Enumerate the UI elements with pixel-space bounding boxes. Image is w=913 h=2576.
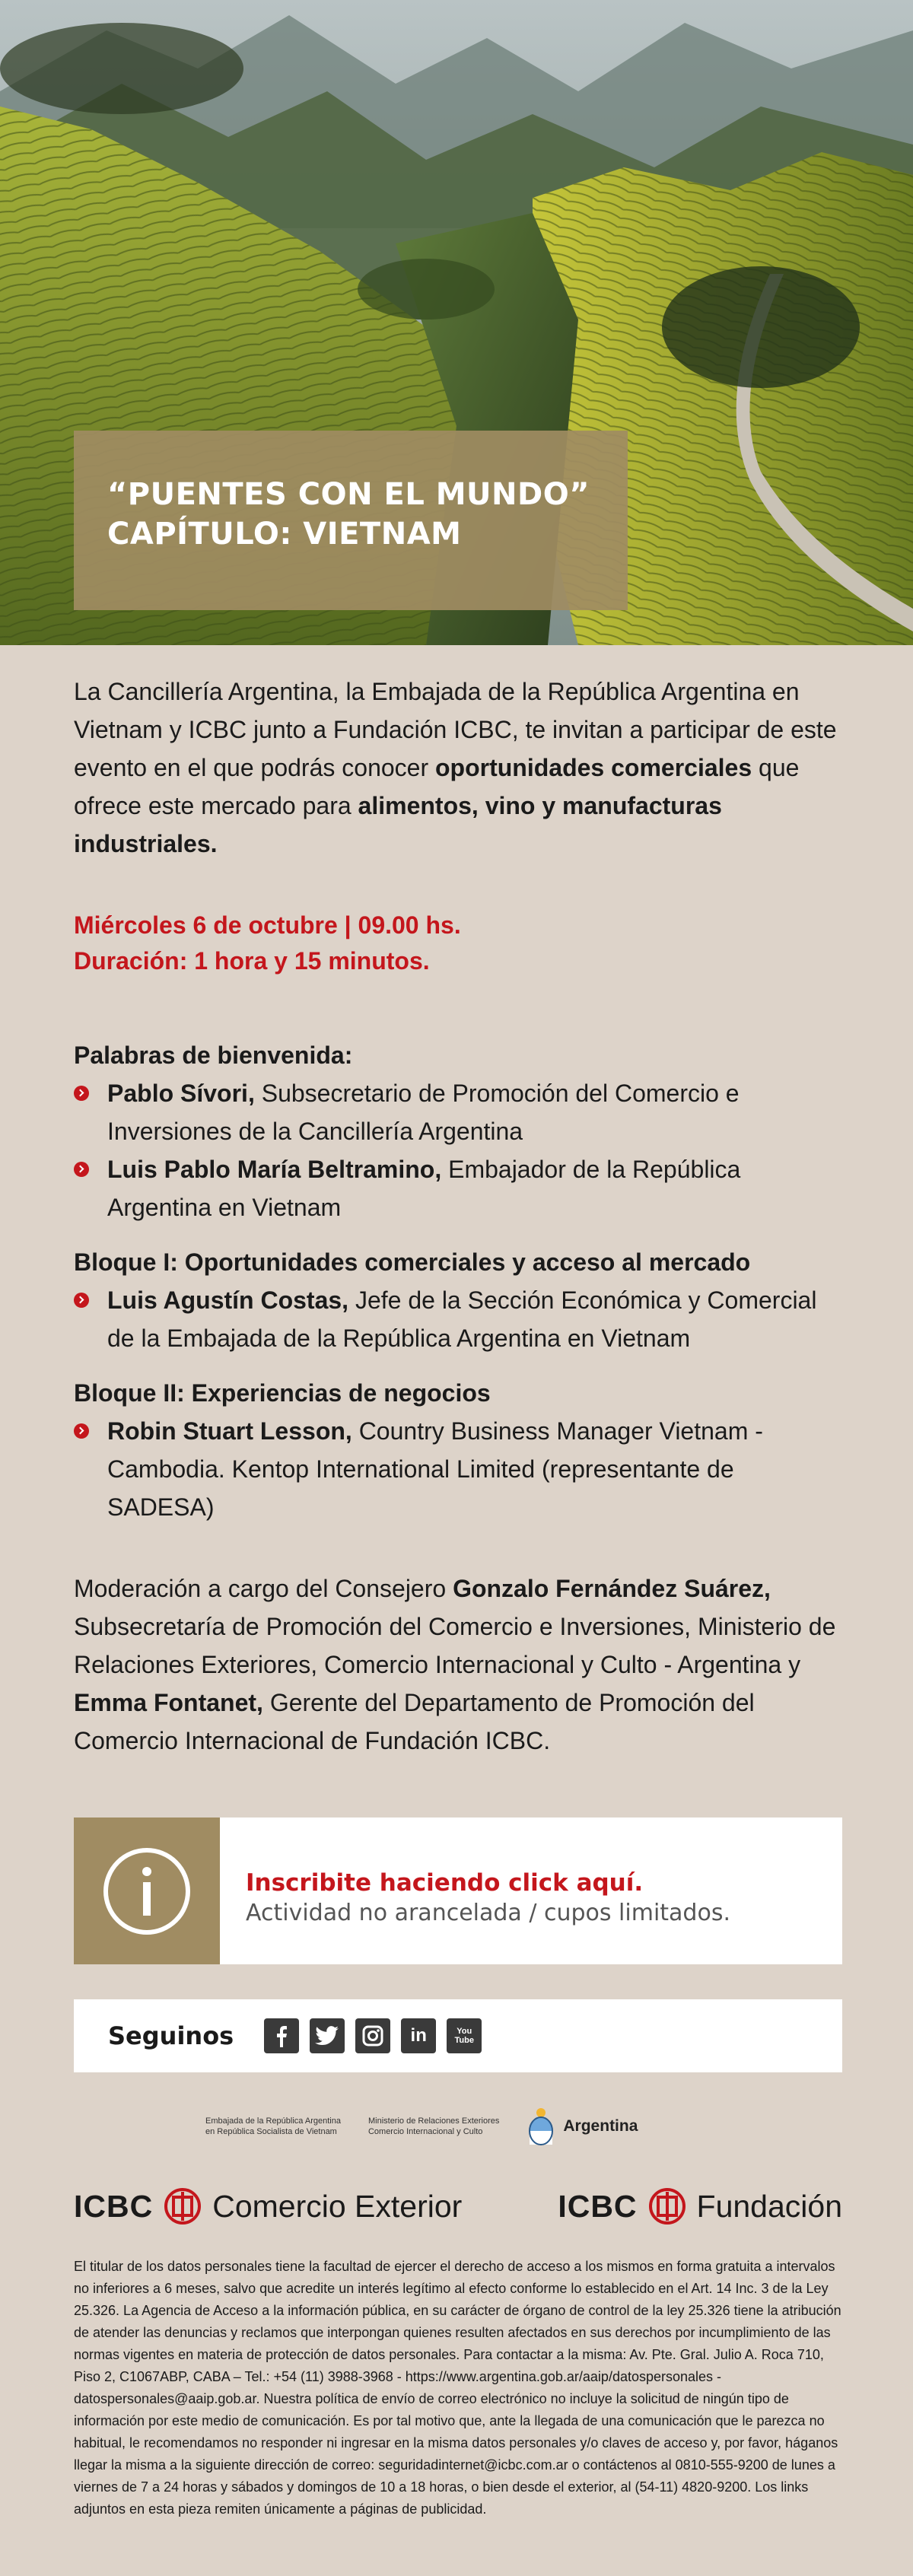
speaker-name: Luis Agustín Costas, — [107, 1286, 349, 1314]
bullet-arrow-icon — [74, 1423, 89, 1439]
list-item — [74, 1150, 842, 1226]
block1-speakers-list — [74, 1281, 842, 1357]
register-link[interactable]: Inscribite haciendo click aquí. — [246, 1869, 644, 1897]
list-item — [74, 1412, 842, 1526]
icbc-mark-icon — [164, 2187, 202, 2225]
linkedin-glyph: in — [410, 2025, 427, 2046]
speaker-name: Luis Pablo María Beltramino, — [107, 1156, 442, 1183]
hero-title-line1: “PUENTES CON EL MUNDO” — [107, 477, 590, 512]
intro-paragraph — [74, 673, 842, 863]
hero-title-box — [74, 431, 628, 610]
cta-text — [220, 1818, 730, 1964]
agenda-welcome-title: Palabras de bienvenida: — [74, 1042, 353, 1069]
argentina-coat-of-arms-icon — [526, 2107, 555, 2146]
icbc-comercio-exterior-logo — [74, 2187, 462, 2225]
youtube-glyph: You Tube — [454, 2027, 474, 2045]
event-date: Miércoles 6 de octubre | 09.00 hs. — [74, 911, 461, 939]
cta-icon-box — [74, 1818, 220, 1964]
icbc-left-label: Comercio Exterior — [212, 2188, 463, 2224]
embassy-line: Embajada de la República Argentina — [205, 2116, 341, 2126]
moderator-name: Gonzalo Fernández Suárez, — [453, 1575, 771, 1602]
ministry-logo-text — [368, 2116, 499, 2137]
youtube-icon[interactable] — [447, 2018, 482, 2053]
ministry-line: Comercio Internacional y Culto — [367, 2127, 483, 2136]
argentina-logo — [526, 2107, 638, 2146]
moderation-text: Moderación a cargo del Consejero — [74, 1575, 453, 1602]
moderation-paragraph — [74, 1569, 842, 1760]
speaker-role: Subsecretario de Promoción del Comercio e Inversiones de la Cancillería Argentina — [107, 1080, 740, 1145]
embassy-line: en República Socialista de Vietnam — [205, 2127, 337, 2136]
bullet-arrow-icon — [74, 1293, 89, 1308]
agenda — [74, 1036, 842, 1543]
embassy-logo-text — [205, 2116, 341, 2137]
moderation-text: Subsecretaría de Promoción del Comercio e Inversiones, Ministerio de Relaciones Exteriores, Comercio Internacional y Culto - Argentina y — [74, 1613, 836, 1678]
social-bar — [74, 1999, 842, 2072]
legal-disclaimer: El titular de los datos personales tiene la facultad de ejercer el derecho de acceso a los mismos en forma gratuita a intervalos no inferiores a 6 meses, salvo que acredite un interés legítimo al efecto conforme lo establecido en el Art. 14 Inc. 3 de la Ley 25.326. La Agencia de Acceso a la información pública, en su carácter de órgano de control de la ley 25.326 tiene la atribución de atender las denuncias y reclamos que interpongan quienes resulten afectados en sus derechos por incumplimiento de las normas vigentes en materia de protección de datos personales. Para contactar a la misma: Av. Pte. Gral. Julio A. Roca 710, Piso 2, C1067ABP, CABA – Tel.: +54 (11) 3988-3968 - https://www.argentina.gob.ar/aaip/datospersonales - datospersonales@aaip.gob.ar. Nuestra política de envío de correo electrónico no incluye la solicitud de ningún tipo de información por este medio de comunicación. Es por tal motivo que, ante la llegada de una comunicación que le parezca no habitual, le recomendamos no responder ni ingresar en la misma datos personales y/o claves de acceso y, por favor, háganos llegar la misma a la siguiente dirección de correo: seguridadinternet@icbc.com.ar o contáctenos al 0810-555-9200 de lunes a viernes de 7 a 24 horas y sábados y domingos de 10 a 18 horas, o bien desde el exterior, al (54-11) 4820-9200. Los links adjuntos en esta pieza remiten únicamente a páginas de publicidad. — [74, 2259, 841, 2517]
registration-cta[interactable] — [74, 1818, 842, 1964]
hero-banner — [0, 0, 913, 645]
icbc-brand: ICBC — [74, 2188, 154, 2224]
intro-highlight-opportunities: oportunidades comerciales — [435, 754, 752, 781]
instagram-icon[interactable] — [355, 2018, 390, 2053]
speaker-name: Robin Stuart Lesson, — [107, 1417, 352, 1445]
icbc-brand: ICBC — [558, 2188, 638, 2224]
intro-text: que ofrece este mercado para — [74, 754, 800, 819]
argentina-label: Argentina — [563, 2117, 638, 2135]
moderator-name: Emma Fontanet, — [74, 1689, 263, 1716]
intro-highlight-sectors: alimentos, vino y manufacturas industriales. — [74, 792, 722, 857]
welcome-speakers-list — [74, 1074, 842, 1226]
event-schedule — [74, 908, 842, 979]
hero-title-line2: CAPÍTULO: VIETNAM — [107, 517, 462, 552]
linkedin-icon[interactable] — [401, 2018, 436, 2053]
partner-logos — [205, 2104, 738, 2149]
info-icon — [101, 1846, 192, 1937]
cta-note: Actividad no arancelada / cupos limitados. — [246, 1900, 730, 1926]
twitter-icon[interactable] — [310, 2018, 345, 2053]
facebook-icon[interactable] — [264, 2018, 299, 2053]
bullet-arrow-icon — [74, 1162, 89, 1177]
speaker-role: Embajador de la República Argentina en Vietnam — [107, 1156, 741, 1221]
hero-title — [107, 475, 594, 554]
speaker-name: Pablo Sívori, — [107, 1080, 255, 1107]
speaker-role: Country Business Manager Vietnam - Cambodia. Kentop International Limited (representante de SADESA) — [107, 1417, 763, 1521]
icbc-fundacion-logo — [558, 2187, 842, 2225]
event-duration: Duración: 1 hora y 15 minutos. — [74, 947, 430, 975]
speaker-role: Jefe de la Sección Económica y Comercial de la Embajada de la República Argentina en Vietnam — [107, 1286, 817, 1352]
bullet-arrow-icon — [74, 1086, 89, 1101]
agenda-block1-title: Bloque I: Oportunidades comerciales y acceso al mercado — [74, 1248, 751, 1276]
icbc-logos-row — [74, 2183, 842, 2229]
agenda-block2-title: Bloque II: Experiencias de negocios — [74, 1379, 491, 1407]
list-item — [74, 1281, 842, 1357]
intro-text: La Cancillería Argentina, la Embajada de la República Argentina en Vietnam y ICBC junto a Fundación ICBC, te invitan a participar de este evento en el que podrás conocer — [74, 678, 837, 781]
icbc-right-label: Fundación — [696, 2188, 842, 2224]
block2-speakers-list — [74, 1412, 842, 1526]
list-item — [74, 1074, 842, 1150]
ministry-line: Ministerio de Relaciones Exteriores — [367, 2116, 500, 2126]
icbc-mark-icon — [648, 2187, 686, 2225]
moderation-text: Gerente del Departamento de Promoción del Comercio Internacional de Fundación ICBC. — [74, 1689, 755, 1754]
social-label: Seguinos — [108, 2021, 234, 2050]
